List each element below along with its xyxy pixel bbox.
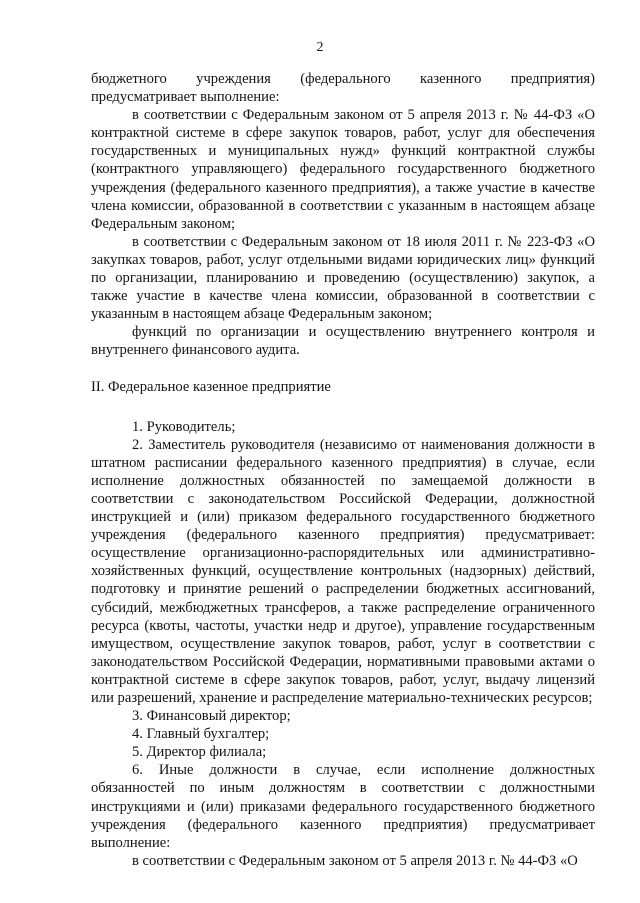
list-item-financial-director: 3. Финансовый директор; [132, 708, 291, 725]
paragraph-continuation: бюджетного учреждения (федерального казенного предприятия) предусматривает выполнение: [91, 71, 595, 106]
document-body [91, 70, 595, 870]
list-item-branch-director: 5. Директор филиала; [132, 744, 267, 761]
list-item-deputy-head: 2. Заместитель руководителя (независимо от наименования должности в штатном расписании федерального казенного предприятия) в случае, если исполнение должностных обязанностей по замещаемой должности в соответствии с законодательством Российской Федерации, должностной инструкцией и (или) приказом федерального государственного бюджетного учреждения (федерального казенного предприятия) предусматривает: осуществление организационно-распорядительных или административно-хозяйственных функций, осуществление контрольных (надзорных) действий, подготовку и принятие решений о распределении бюджетных ассигнований, субсидий, межбюджетных трансферов, а также распределение ограниченного ресурса (квоты, частоты, участки недр и другое), управление государственным имуществом, осуществление закупок товаров, работ, услуг в соответствии с законодательством Российской Федерации, нормативными правовыми актами о контрактной системе в сфере закупок товаров, работ, услуг, выдачу лицензий или разрешений, хранение и распределение материально-технических ресурсов; [91, 436, 595, 706]
paragraph-internal-control: функций по организации и осуществлению внутреннего контроля и внутреннего финансового аудита. [91, 324, 595, 359]
paragraph-44fz-contract-service: в соответствии с Федеральным законом от 5 апреля 2013 г. № 44-ФЗ «О контрактной системе в сфере закупок товаров, работ, услуг для обеспечения государственных и муниципальных нужд» функций контрактной службы (контрактного управляющего) федерального государственного бюджетного учреждения (федерального казенного предприятия), а также участие в качестве члена комиссии, образованной в соответствии с указанным в настоящем абзаце Федеральным законом; [91, 107, 595, 232]
paragraph-223fz-procurement: в соответствии с Федеральным законом от 18 июля 2011 г. № 223-ФЗ «О закупках товаров, работ, услуг отдельными видами юридических лиц» функций по организации, планированию и проведению (осуществлению) закупок, а также участие в качестве члена комиссии, образованной в соответствии с указанным в настоящем абзаце Федеральным законом; [91, 233, 595, 323]
list-item-head: 1. Руководитель; [132, 418, 236, 435]
page-number: 2 [316, 40, 324, 55]
list-item-chief-accountant: 4. Главный бухгалтер; [132, 726, 270, 743]
list-item-other-positions: 6. Иные должности в случае, если исполнение должностных обязанностей по иным должностям в соответствии с должностными инструкциями и (или) приказами федерального государственного бюджетного учреждения (федерального казенного предприятия) предусматривает выполнение: [91, 762, 595, 851]
section-heading: II. Федеральное казенное предприятие [91, 378, 331, 395]
paragraph-44fz-truncated: в соответствии с Федеральным законом от 5 апреля 2013 г. № 44-ФЗ «О [132, 852, 578, 869]
